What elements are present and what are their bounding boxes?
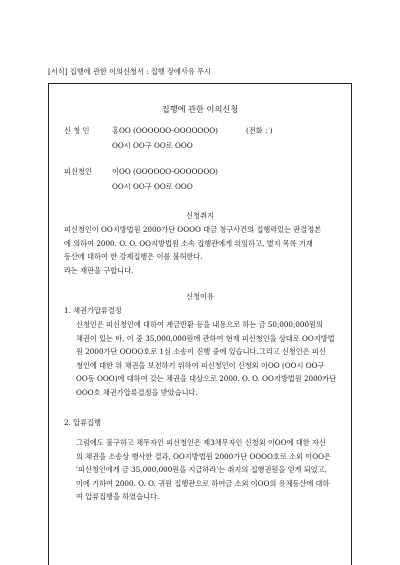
section2-line: 여 압류집행을 하였습니다.	[76, 492, 160, 502]
section2-line: 그럼에도 불구하고 채무자인 피신청인은 제3채무자인 신청외 이OO에 대한 자신	[76, 438, 326, 447]
section1-line: OO동 OOO)에 대하여 갖는 채권을 대상으로 2000. O. O. OO지방법원 2000카단	[76, 374, 337, 384]
section1-title: 1. 채권가압류결정	[64, 306, 122, 315]
section1-line: OOO호 채권가압류결정을 받았습니다.	[76, 387, 198, 397]
applicant-address: OO시 OO구 OO로 OOO	[112, 141, 193, 150]
purpose-line: 에 의하여 2000. O. O. OO지방법원 소속 집행관에게 위임하고, 별지 목록 기재	[64, 238, 313, 248]
respondent-address: OO시 OO구 OO로 OOO	[112, 182, 193, 191]
section1-body	[76, 318, 336, 400]
section1-line: 원 2000가단 OOOO호로 1심 소송이 진행 중에 있습니다.그리고 신청인은 피신	[76, 347, 326, 357]
document-title: 집행에 관한 이의신청	[161, 104, 239, 114]
purpose-line: 라는 재판을 구합니다.	[64, 265, 134, 275]
purpose-body	[64, 223, 321, 277]
section2-line: '피신청인에게 금 35,000,000원을 지급하라'는 취지의 집행권원을 얻게 되었고,	[76, 465, 327, 475]
section1-line: 채권이 있는 바, 이 중 35,000,000원에 관하여 현재 피신청인을 상대로 OO지방법	[76, 333, 335, 343]
respondent-label: 피신청인	[64, 167, 92, 176]
section2-line: 의 채권을 소송상 행사한 결과, OO지방법원 2000가단 OOOO호로 소외 이OO은	[76, 451, 331, 461]
purpose-line: 동산에 대하여 한 강제집행은 이를 불허한다.	[64, 252, 203, 262]
section1-line: 청인에 대한 위 채권을 보전하기 위하여 피신청인이 신청외 이OO (OO시 OO구	[76, 360, 325, 370]
section2-title: 2. 압류집행	[64, 418, 101, 427]
section1-line: 신청인은 피신청인에 대하여 계금반환 등을 내용으로 하는 금 50,000,000원의	[76, 320, 323, 329]
applicant-name: 홍OO (OOOOOO-OOOOOOO)	[112, 126, 218, 135]
applicant-label: 신 청 인	[64, 126, 90, 135]
purpose-line: 피신청인이 OO지방법원 2000가단 OOOO 대금 청구사건의 집행력있는 판결정본	[64, 225, 322, 234]
purpose-heading: 신청취지	[186, 211, 214, 220]
section2-line: 이에 기하여 2000. O. O. 귀원 집행관으로 하여금 소외 이OO의 유체동산에 대하	[76, 478, 330, 488]
applicant-phone: (전화 : )	[246, 126, 273, 135]
section2-body	[76, 436, 331, 504]
reasons-heading: 신청이유	[186, 292, 214, 301]
document-caption: [서식] 집행에 관한 이의신청서 : 집행 장애사유 무시	[48, 67, 211, 76]
respondent-name: 이OO (OOOOOO-OOOOOOO)	[112, 167, 218, 176]
